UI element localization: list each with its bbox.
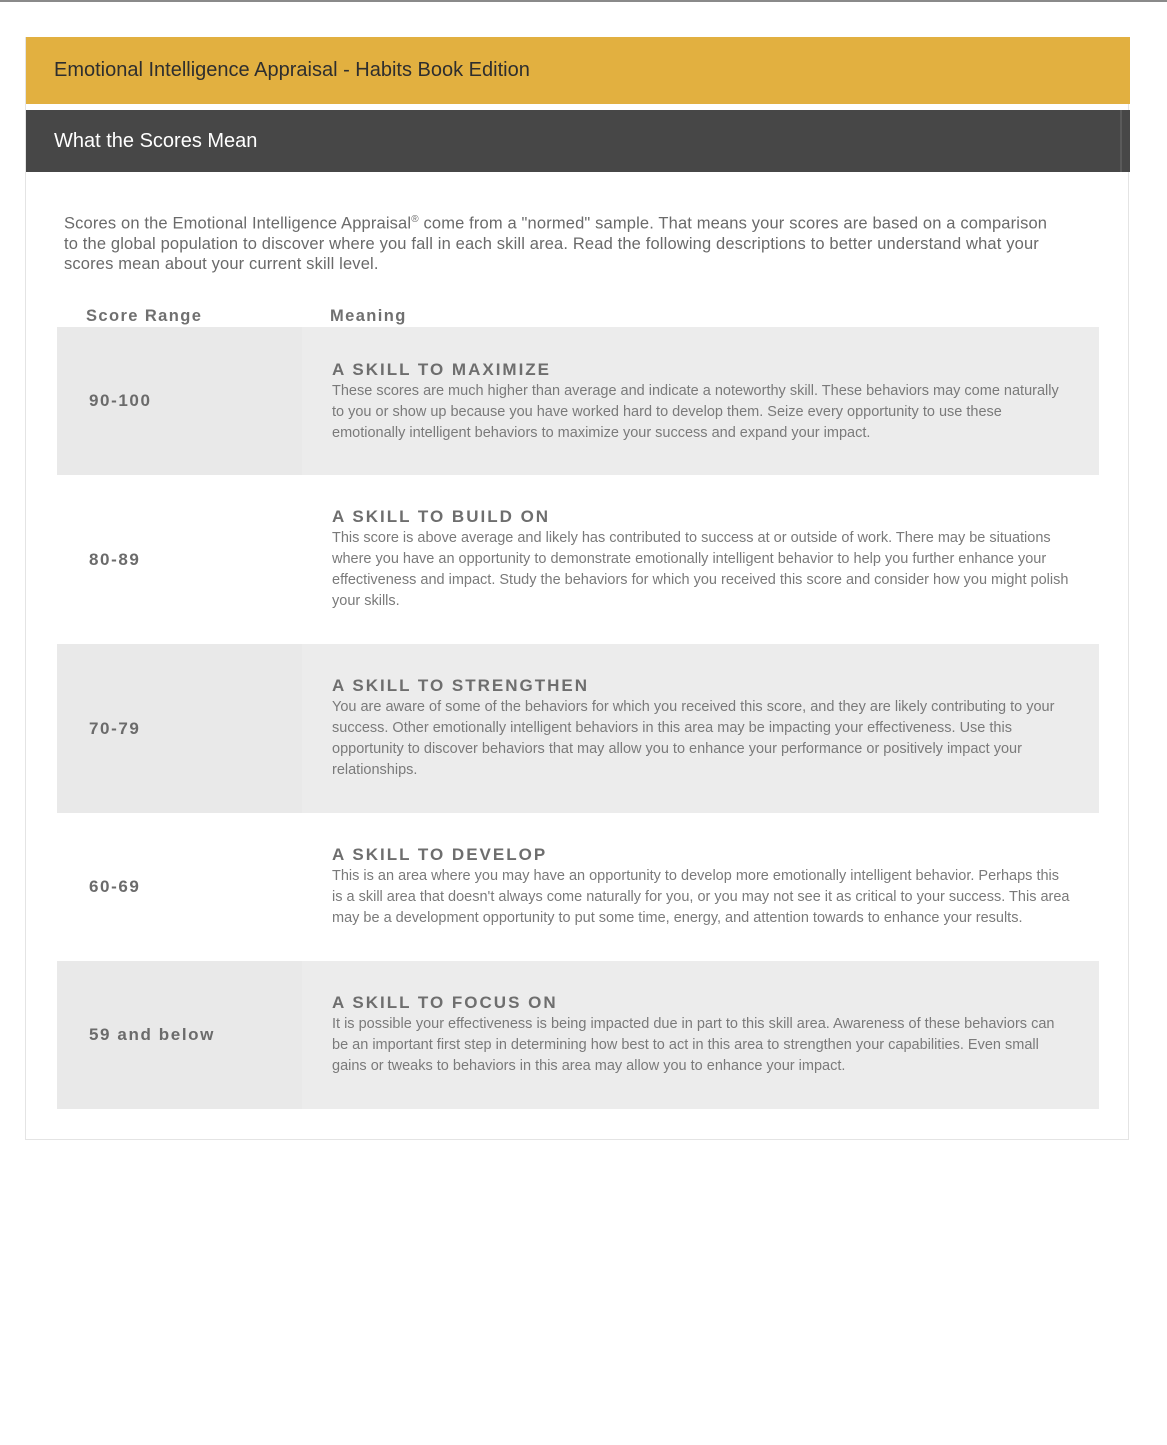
skill-title: A SKILL TO FOCUS ON: [332, 993, 558, 1012]
skill-description: This is an area where you may have an opportunity to develop more emotionally intelligent behavior. Perhaps this is a skill area that doesn't always come naturally for you, or you may not see it as critical to your success. This area may be a development opportunity to put some time, energy, and attention towards to enhance your results.: [332, 868, 1070, 926]
table-row: [57, 813, 1099, 961]
meaning-cell: [302, 813, 1099, 961]
score-range-cell: [57, 327, 302, 475]
registered-mark: ®: [411, 214, 419, 225]
table-row: [57, 475, 1099, 644]
score-range: 70-79: [89, 718, 141, 738]
score-range-header: Score Range: [86, 307, 203, 325]
score-range-cell: [57, 475, 302, 644]
intro-text-start: Scores on the Emotional Intelligence Appraisal: [64, 214, 412, 233]
skill-title: A SKILL TO MAXIMIZE: [332, 360, 552, 379]
table-row: [57, 961, 1099, 1109]
meaning-cell: [302, 327, 1099, 475]
meaning-header: Meaning: [330, 307, 407, 325]
section-title: What the Scores Mean: [54, 129, 258, 152]
skill-title: A SKILL TO BUILD ON: [332, 507, 551, 526]
report-page: [25, 37, 1129, 1140]
skill-title: A SKILL TO STRENGTHEN: [332, 676, 590, 695]
report-title-bar: [26, 37, 1130, 104]
table-row: [57, 327, 1099, 475]
section-header-bar: [26, 110, 1130, 172]
score-range: 80-89: [89, 549, 141, 569]
skill-description: This score is above average and likely has contributed to success at or outside of work. There may be situations where you have an opportunity to demonstrate emotionally intelligent behavior to help you further enhance your effectiveness and impact. Study the behaviors for which you received this score and consider how you might polish your skills.: [332, 530, 1069, 609]
intro-text-end: come from a "normed" sample. That means your scores are based on a comparison to the global population to discover where you fall in each skill area. Read the following descriptions to better understand what your scores mean about your current skill level.: [64, 214, 1048, 273]
skill-description: These scores are much higher than average and indicate a noteworthy skill. These behaviors may come naturally to you or show up because you have worked hard to develop them. Seize every opportunity to use these emotionally intelligent behaviors to maximize your success and expand your impact.: [332, 383, 1059, 441]
score-range-cell: [57, 813, 302, 961]
meaning-cell: [302, 961, 1099, 1109]
top-rule: [0, 0, 1167, 2]
score-range: 59 and below: [89, 1025, 215, 1044]
table-row: [57, 644, 1099, 813]
report-title: Emotional Intelligence Appraisal - Habits Book Edition: [54, 59, 530, 81]
skill-description: You are aware of some of the behaviors for which you received this score, and they are likely contributing to your success. Other emotionally intelligent behaviors in this area may be impacting your effectiveness. Use this opportunity to discover behaviors that may allow you to enhance your performance or positively impact your relationships.: [332, 699, 1055, 778]
meaning-cell: [302, 644, 1099, 813]
score-range: 60-69: [89, 877, 141, 896]
score-table: [57, 327, 1099, 1109]
intro-paragraph: [64, 210, 1064, 274]
score-range-cell: [57, 961, 302, 1109]
skill-title: A SKILL TO DEVELOP: [332, 845, 548, 864]
table-header: [57, 307, 1099, 327]
meaning-cell: [302, 475, 1099, 644]
score-range: 90-100: [89, 391, 152, 410]
score-range-cell: [57, 644, 302, 813]
skill-description: It is possible your effectiveness is being impacted due in part to this skill area. Awareness of these behaviors can be an important first step in determining how best to act in this area to strengthen your capabilities. Even small gains or tweaks to behaviors in this area may allow you to enhance your impact.: [332, 1016, 1055, 1074]
